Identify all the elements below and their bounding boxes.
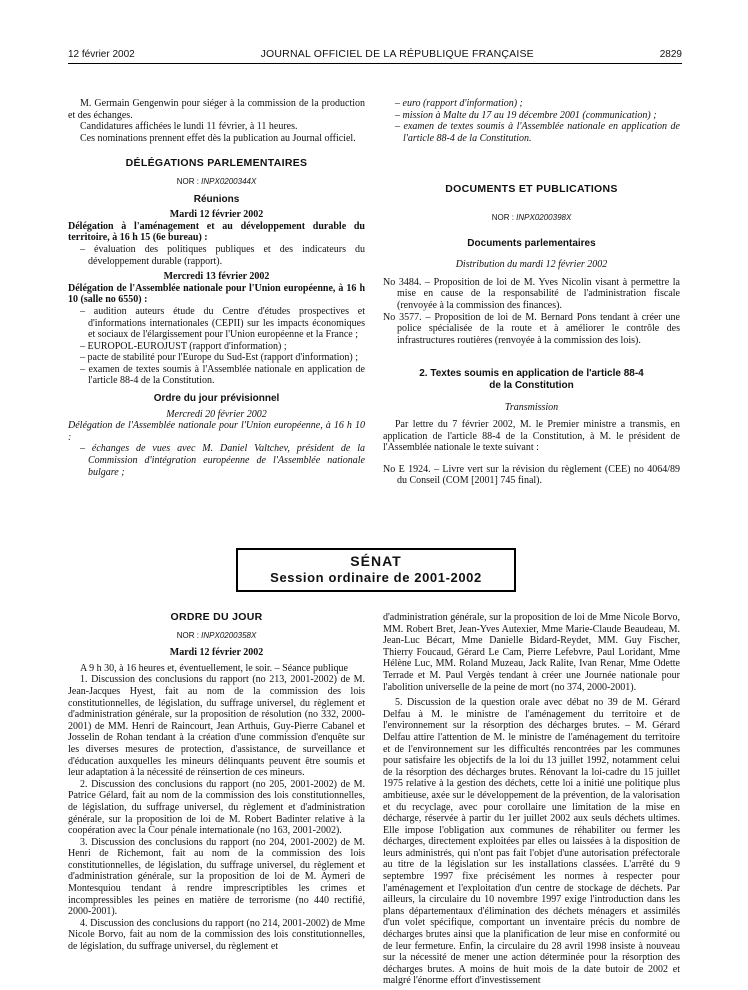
- document-entry: No E 1924. – Livre vert sur la révision du règlement (CEE) no 4064/89 du Conseil (COM [2001] 745 final).: [383, 463, 680, 487]
- left-bottom-column: [68, 612, 365, 953]
- transmission-heading: Transmission: [504, 401, 559, 413]
- delegation-title: Délégation de l'Assemblée nationale pour l'Union européenne, à 16 h 10 :: [68, 420, 365, 443]
- agenda-paragraph-continued: d'administration générale, sur la proposition de loi de Mme Nicole Borvo, MM. Robert Bret, Jean-Yves Autexier, Mme Marie-Claude Beaudeau, M. Jean-Luc Bécart, Mme Danielle Bidard-Reydet, MM. Guy Fischer, Thierry Foucaud, Gérard Le Cam, Pierre Lefebvre, Paul Loridant, Mme Hélène Luc, MM. Roland Muzeau, Jack Ralite, Ivan Renar, Mme Odette Terrade et M. Paul Vergès tendant à créer une Journée nationale pour l'abolition universelle de la peine de mort (no 374, 2000-2001).: [383, 612, 680, 693]
- document-entry: No 3577. – Proposition de loi de M. Bernard Pons tendant à créer une police spécialisée de la route et à améliorer le contrôle des infrastructures routières (renvoyée à la commission des lois).: [383, 311, 680, 346]
- nor-reference: NOR : INPX0200344X: [176, 176, 257, 186]
- nor-reference: NOR : INPX0200398X: [491, 212, 572, 222]
- senat-title: SÉNAT: [350, 553, 402, 569]
- seance-intro: A 9 h 30, à 16 heures et, éventuellement, le soir. – Séance publique: [80, 662, 348, 674]
- agenda-item: – examen de textes soumis à l'Assemblée nationale en application de l'article 88-4 de la Constitution.: [80, 363, 365, 387]
- date-heading: Mercredi 13 février 2002: [163, 271, 270, 283]
- header-page-number: 2829: [659, 48, 682, 60]
- date-heading: Mardi 12 février 2002: [169, 647, 264, 659]
- reunions-heading: Réunions: [193, 193, 240, 205]
- agenda-item: – EUROPOL-EUROJUST (rapport d'information) ;: [80, 340, 287, 352]
- delegation-title: Délégation de l'Assemblée nationale pour l'Union européenne, à 16 h 10 (salle no 6550) :: [68, 282, 365, 306]
- documents-title: DOCUMENTS ET PUBLICATIONS: [445, 183, 618, 196]
- document-entry: No 3484. – Proposition de loi de M. Yves Nicolin visant à permettre la mise en cause de la responsabilité de l'administration fiscale (renvoyée à la commission des finances).: [383, 276, 680, 311]
- agenda-item: – échanges de vues avec M. Daniel Valtchev, président de la Commission d'intégration européenne de l'Assemblée nationale bulgare ;: [80, 443, 365, 478]
- agenda-item: – évaluation des politiques publiques et des indicateurs du développement durable (rapport).: [80, 243, 365, 267]
- agenda-paragraph: 4. Discussion des conclusions du rapport (no 214, 2001-2002) de Mme Nicole Borvo, fait au nom de la commission des lois constitutionnelles, de législation, du suffrage universel, du règlement et: [68, 917, 365, 953]
- date-heading: Mardi 12 février 2002: [169, 209, 264, 221]
- agenda-paragraph: 3. Discussion des conclusions du rapport (no 204, 2001-2002) de M. Henri de Richemont, fait au nom de la commission des lois constitutionnelles, de législation, du suffrage universel, du règlement et d'administration générale, sur la proposition de loi de M. Aymeri de Montesquiou tendant à rendre imprescriptibles les crimes et incompressibles les peines en matière de terrorisme (no 440 rectifié, 2000-2001).: [68, 836, 365, 918]
- documents-parlementaires-heading: Documents parlementaires: [467, 237, 596, 249]
- header-rule: [68, 63, 682, 64]
- intro-candidatures: Candidatures affichées le lundi 11 février, à 11 heures.: [80, 121, 298, 133]
- header-date: 12 février 2002: [68, 48, 135, 60]
- intro-paragraph: M. Germain Gengenwin pour siéger à la commission de la production et des échanges.: [68, 98, 365, 121]
- intro-nominations: Ces nominations prennent effet dès la publication au Journal officiel.: [80, 132, 356, 144]
- agenda-paragraph: 5. Discussion de la question orale avec débat no 39 de M. Gérard Delfau à M. le ministre de l'aménagement du territoire et de l'environnement sur la résorption des décharges brutes. – M. Gérard Delfau attire l'attention de M. le ministre de l'aménagement du territoire et de l'environnement sur les difficultés rencontrées par les communes pour satisfaire les objectifs de la loi du 13 juillet 1992, notamment celui de la résorption des décharges brutes. Rénovant la loi-cadre du 15 juillet 1975 relative à la gestion des déchets, cette loi a initié une politique plus ambitieuse, axée sur le développement de la prévention, de la valorisation et du recyclage, avec pour corollaire une limitation de la mise en décharge, réservée à partir du 1er juillet 2002 aux seuls déchets ultimes. Elle impose l'obligation aux communes de réhabiliter ou fermer les décharges, directement exploitées par elles ou laissées à la disposition de leurs administrés, qui n'ont pas fait l'objet d'une autorisation préfectorale au titre de la législation sur les installations classées. L'arrêté du 9 septembre 1997 fixe précisément les normes à respecter pour l'aménagement et l'exploitation d'un centre de stockage de déchets. Par ailleurs, la circulaire du 10 novembre 1997 exige l'introduction dans les plans départementaux d'élimination des déchets ménagers et assimilés d'un volet spécifique, comportant un inventaire précis du nombre de décharges brutes ainsi que la planification de leur mise en conformité ou de leur fermeture. Enfin, la circulaire du 28 avril 1998 insiste à nouveau sur la nécessité de mener une action déterminée pour la résorption des décharges brutes. A moins de huit mois de la date butoir de 2002 et malgré l'énorme effort d'investissement: [383, 697, 680, 987]
- agenda-item: – audition auteurs étude du Centre d'études prospectives et d'informations internationales (CEPII) sur les impacts économiques et sociaux de l'élargissement pour l'Union européenne et la France ;: [80, 305, 365, 341]
- delegation-title: Délégation à l'aménagement et au développement durable du territoire, à 16 h 15 (6e bureau) :: [68, 220, 365, 244]
- nor-reference: NOR : INPX0200358X: [176, 630, 257, 640]
- delegations-title: DÉLÉGATIONS PARLEMENTAIRES: [125, 157, 308, 170]
- senat-session: Session ordinaire de 2001-2002: [270, 570, 482, 585]
- agenda-item: – mission à Malte du 17 au 19 décembre 2001 (communication) ;: [395, 109, 657, 121]
- right-bottom-column: [383, 612, 680, 987]
- agenda-item: – pacte de stabilité pour l'Europe du Sud-Est (rapport d'information) ;: [80, 352, 358, 364]
- left-top-column: [68, 98, 365, 478]
- agenda-paragraph: 2. Discussion des conclusions du rapport (no 205, 2001-2002) de M. Patrice Gélard, fait au nom de la commission des lois constitutionnelles, de législation, du suffrage universel, du règlement et d'administration générale, sur la proposition de loi de M. Robert Badinter relative à la coopération avec la Cour pénale internationale (no 163, 2001-2002).: [68, 778, 365, 837]
- agenda-item: – euro (rapport d'information) ;: [395, 98, 523, 109]
- textes-soumis-heading: 2. Textes soumis en application de l'article 88-4 de la Constitution: [419, 368, 644, 391]
- header-journal-title: JOURNAL OFFICIEL DE LA RÉPUBLIQUE FRANÇAISE: [260, 48, 534, 60]
- ordre-previsionnel-heading: Ordre du jour prévisionnel: [153, 393, 280, 405]
- transmission-paragraph: Par lettre du 7 février 2002, M. le Premier ministre a transmis, en application de l'article 88-4 de la Constitution, à M. le président de l'Assemblée nationale le texte suivant :: [383, 419, 680, 454]
- right-top-column: [383, 98, 680, 487]
- ordre-du-jour-title: ORDRE DU JOUR: [170, 611, 263, 623]
- agenda-paragraph: 1. Discussion des conclusions du rapport (no 213, 2001-2002) de M. Jean-Jacques Hyest, fait au nom de la commission des lois constitutionnelles, de législation, du suffrage universel, du règlement et d'administration générale, sur la proposition de résolution (no 332, 2000-2001) de MM. Henri de Raincourt, Jean Arthuis, Guy-Pierre Cabanel et Josselin de Rohan tendant à la création d'une commission d'enquête sur les diverses mesures de protection, d'assistance, de surveillance et d'éducation auxquelles les mineurs délinquants peuvent être soumis et leur adaptation à la nécessité de réinsertion de ces mineurs.: [68, 674, 365, 779]
- distribution-date: Distribution du mardi 12 février 2002: [455, 259, 608, 271]
- page-header: [68, 46, 682, 62]
- date-heading: Mercredi 20 février 2002: [166, 408, 267, 420]
- senat-banner: [236, 548, 516, 592]
- agenda-item: – examen de textes soumis à l'Assemblée nationale en application de l'article 88-4 de la Constitution.: [395, 121, 680, 144]
